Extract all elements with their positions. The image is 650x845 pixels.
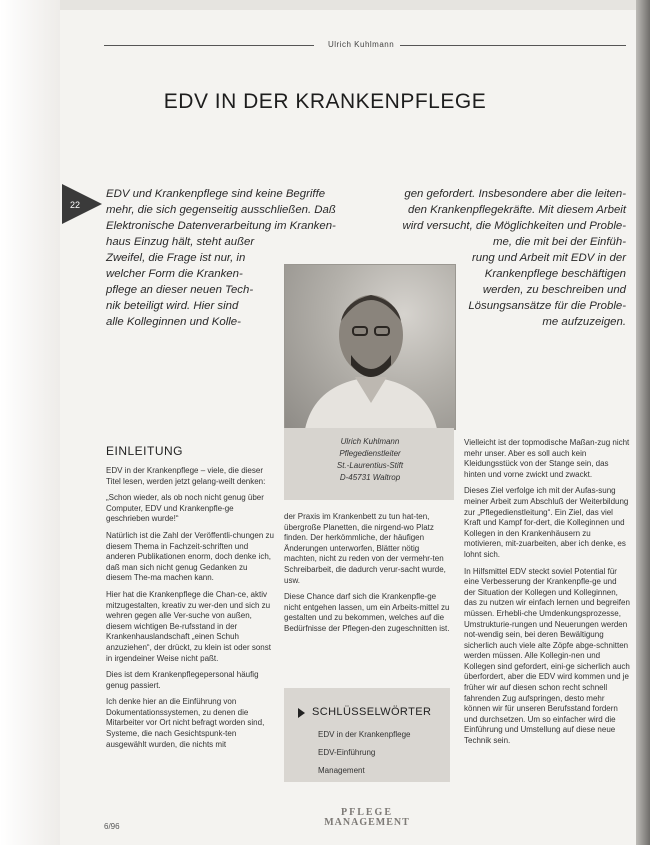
intro-line: alle Kolleginnen und Kolle- <box>106 316 241 328</box>
paragraph: Dies ist dem Krankenpflegepersonal häufig genug passiert. <box>106 670 259 690</box>
paragraph: Vielleicht ist der topmodische Maßan-zug nicht mehr unser. Aber es soll auch kein Kleidungsstück von der Stange sein, das hinten und vorne zwickt und zwackt. <box>464 438 630 479</box>
body-column-left <box>106 466 274 756</box>
intro-line: rung und Arbeit mit EDV in der <box>471 252 626 264</box>
magazine-logo <box>312 808 422 828</box>
issue-number: 6/96 <box>104 822 120 831</box>
intro-line: me, die mit bei der Einfüh- <box>493 236 626 248</box>
paragraph: Ich denke hier an die Einführung von Dokumentationssystemen, zu denen die Mitarbeiter vor Ort nicht befragt worden sind, Systeme, die nach Gesichtspunk-ten ausgewählt wurden, die nichts mit <box>106 697 265 749</box>
intro-line: Lösungsansätze für die Proble- <box>468 300 626 312</box>
paragraph: Dieses Ziel verfolge ich mit der Aufas-sung meiner Arbeit zum Abschluß der Weiterbildung zur „Pflegedienstleitung“. Ein Ziel, das viel Kraft und Kampf for-dert, die Kolleginnen und Kollegen in den Krankenhäusern zu motivieren, mit-zuarbeiten, aber ich denke, es lohnt sich. <box>464 486 629 559</box>
intro-line: gen gefordert. Insbesondere aber die leiten- <box>404 188 626 200</box>
intro-line: Zweifel, die Frage ist nur, in <box>106 252 246 264</box>
intro-line: wird versucht, die Möglichkeiten und Proble- <box>402 220 626 232</box>
paragraph: Hier hat die Krankenpflege die Chan-ce, aktiv mitzugestalten, kreativ zu wer-den und sich zu wehren gegen alle Ver-suche von außen, diesem wichtigen Be-rufsstand in der Krankenhauslandschaft „einen Schuh anzuziehen“, der drückt, zu klein ist oder sonst in irgendeiner Weise nicht paßt. <box>106 589 271 663</box>
section-heading: EINLEITUNG <box>106 444 184 458</box>
intro-line: Elektronische Datenverarbeitung im Kranken- <box>106 220 336 232</box>
keyword-item: Management <box>318 766 365 775</box>
portrait-illustration <box>285 265 455 429</box>
intro-line: werden, zu beschreiben und <box>482 284 626 296</box>
paragraph: Diese Chance darf sich die Krankenpfle-ge nicht entgehen lassen, um ein Arbeits-mittel zu gestalten und zu bekommen, welches auf die Bedürfnisse der Pflegen-den zugeschnitten ist. <box>284 592 450 633</box>
header-rule-left <box>104 45 314 46</box>
triangle-bullet-icon <box>298 708 305 718</box>
keywords-heading: SCHLÜSSELWÖRTER <box>312 706 432 718</box>
page-margin-left <box>0 0 60 845</box>
intro-line: me aufzuzeigen. <box>542 316 626 328</box>
intro-line: welcher Form die Kranken- <box>106 268 243 280</box>
intro-line: EDV und Krankenpflege sind keine Begriffe <box>106 188 326 200</box>
running-head-author: Ulrich Kuhlmann <box>328 40 395 49</box>
photo-caption <box>310 436 430 484</box>
intro-line: haus Einzug hält, steht außer <box>106 236 255 248</box>
logo-line: PFLEGE <box>340 807 393 818</box>
intro-line: pflege an dieser neuen Tech- <box>106 284 254 296</box>
body-column-right <box>464 438 630 753</box>
intro-line: nik beteiligt wird. Hier sind <box>106 300 239 312</box>
author-photo <box>284 264 456 430</box>
keyword-item: EDV-Einführung <box>318 748 376 757</box>
paragraph: „Schon wieder, als ob noch nicht genug über Computer, EDV und Krankenpfle-ge geschrieben wurde!“ <box>106 493 264 524</box>
intro-line: den Krankenpflegekräfte. Mit diesem Arbeit <box>407 204 626 216</box>
caption-line: Ulrich Kuhlmann <box>340 437 400 446</box>
body-column-middle <box>284 512 454 641</box>
caption-line: St.-Laurentius-Stift <box>336 461 404 470</box>
logo-line: MANAGEMENT <box>324 817 410 828</box>
paragraph: EDV in der Krankenpflege – viele, die dieser Titel lesen, werden jetzt gelang-weilt denken: <box>106 466 266 486</box>
paragraph: In Hilfsmittel EDV steckt soviel Potential für eine Verbesserung der Krankenpfle-ge und der Situation der Kollegen und Kolleginnen, das zu nutzen wir einfach lernen und begreifen müssen. Erhebli-che Umdenkungsprozesse, Umstrukturie-rungen und Neuerungen werden not-wendig sein, bei deren Bewältigung sicherlich auch viele alte Zöpfe abge-schnitten werden müssen. Alle Kollegin-nen und Kollegen sind gefordert, eini-ge sicherlich auch überfordert, aber die EDV wird kommen und je früher wir auf diesen schon recht schnell fahrenden Zug aufspringen, desto mehr können wir für unseren Berufsstand fordern und durchsetzen. Um so einfacher wird die Einführung und Umstellung auf diese neue Technik sein. <box>464 566 630 746</box>
paragraph: der Praxis im Krankenbett zu tun hat-ten, übergroße Planetten, die nirgend-wo Platz finden. Der herkömmliche, der häufigen Änderungen unterworfen, Blätter nötig machten, nicht zu reden von der vermehr-ten Schreibarbeit, die dadurch verur-sacht wurde, usw. <box>284 512 446 585</box>
paragraph: Natürlich ist die Zahl der Veröffentli-chungen zu diesem Thema in Fachzeit-schriften und anderen Publikationen enorm, doch denke ich, daß man sich nicht genug Gedanken zu diesem The-ma machen kann. <box>106 530 274 583</box>
caption-line: D-45731 Waltrop <box>339 473 401 482</box>
caption-line: Pflegedienstleiter <box>339 449 401 458</box>
keyword-item: EDV in der Krankenpflege <box>318 730 411 739</box>
keywords-list <box>318 726 411 780</box>
header-rule-right <box>400 45 626 46</box>
page-number: 22 <box>70 200 81 210</box>
intro-line: mehr, die sich gegenseitig ausschließen. Daß <box>106 204 336 216</box>
article-title: EDV IN DER KRANKENPFLEGE <box>163 90 487 113</box>
intro-line: Krankenpflege beschäftigen <box>484 268 626 280</box>
binding-shadow <box>636 0 650 845</box>
